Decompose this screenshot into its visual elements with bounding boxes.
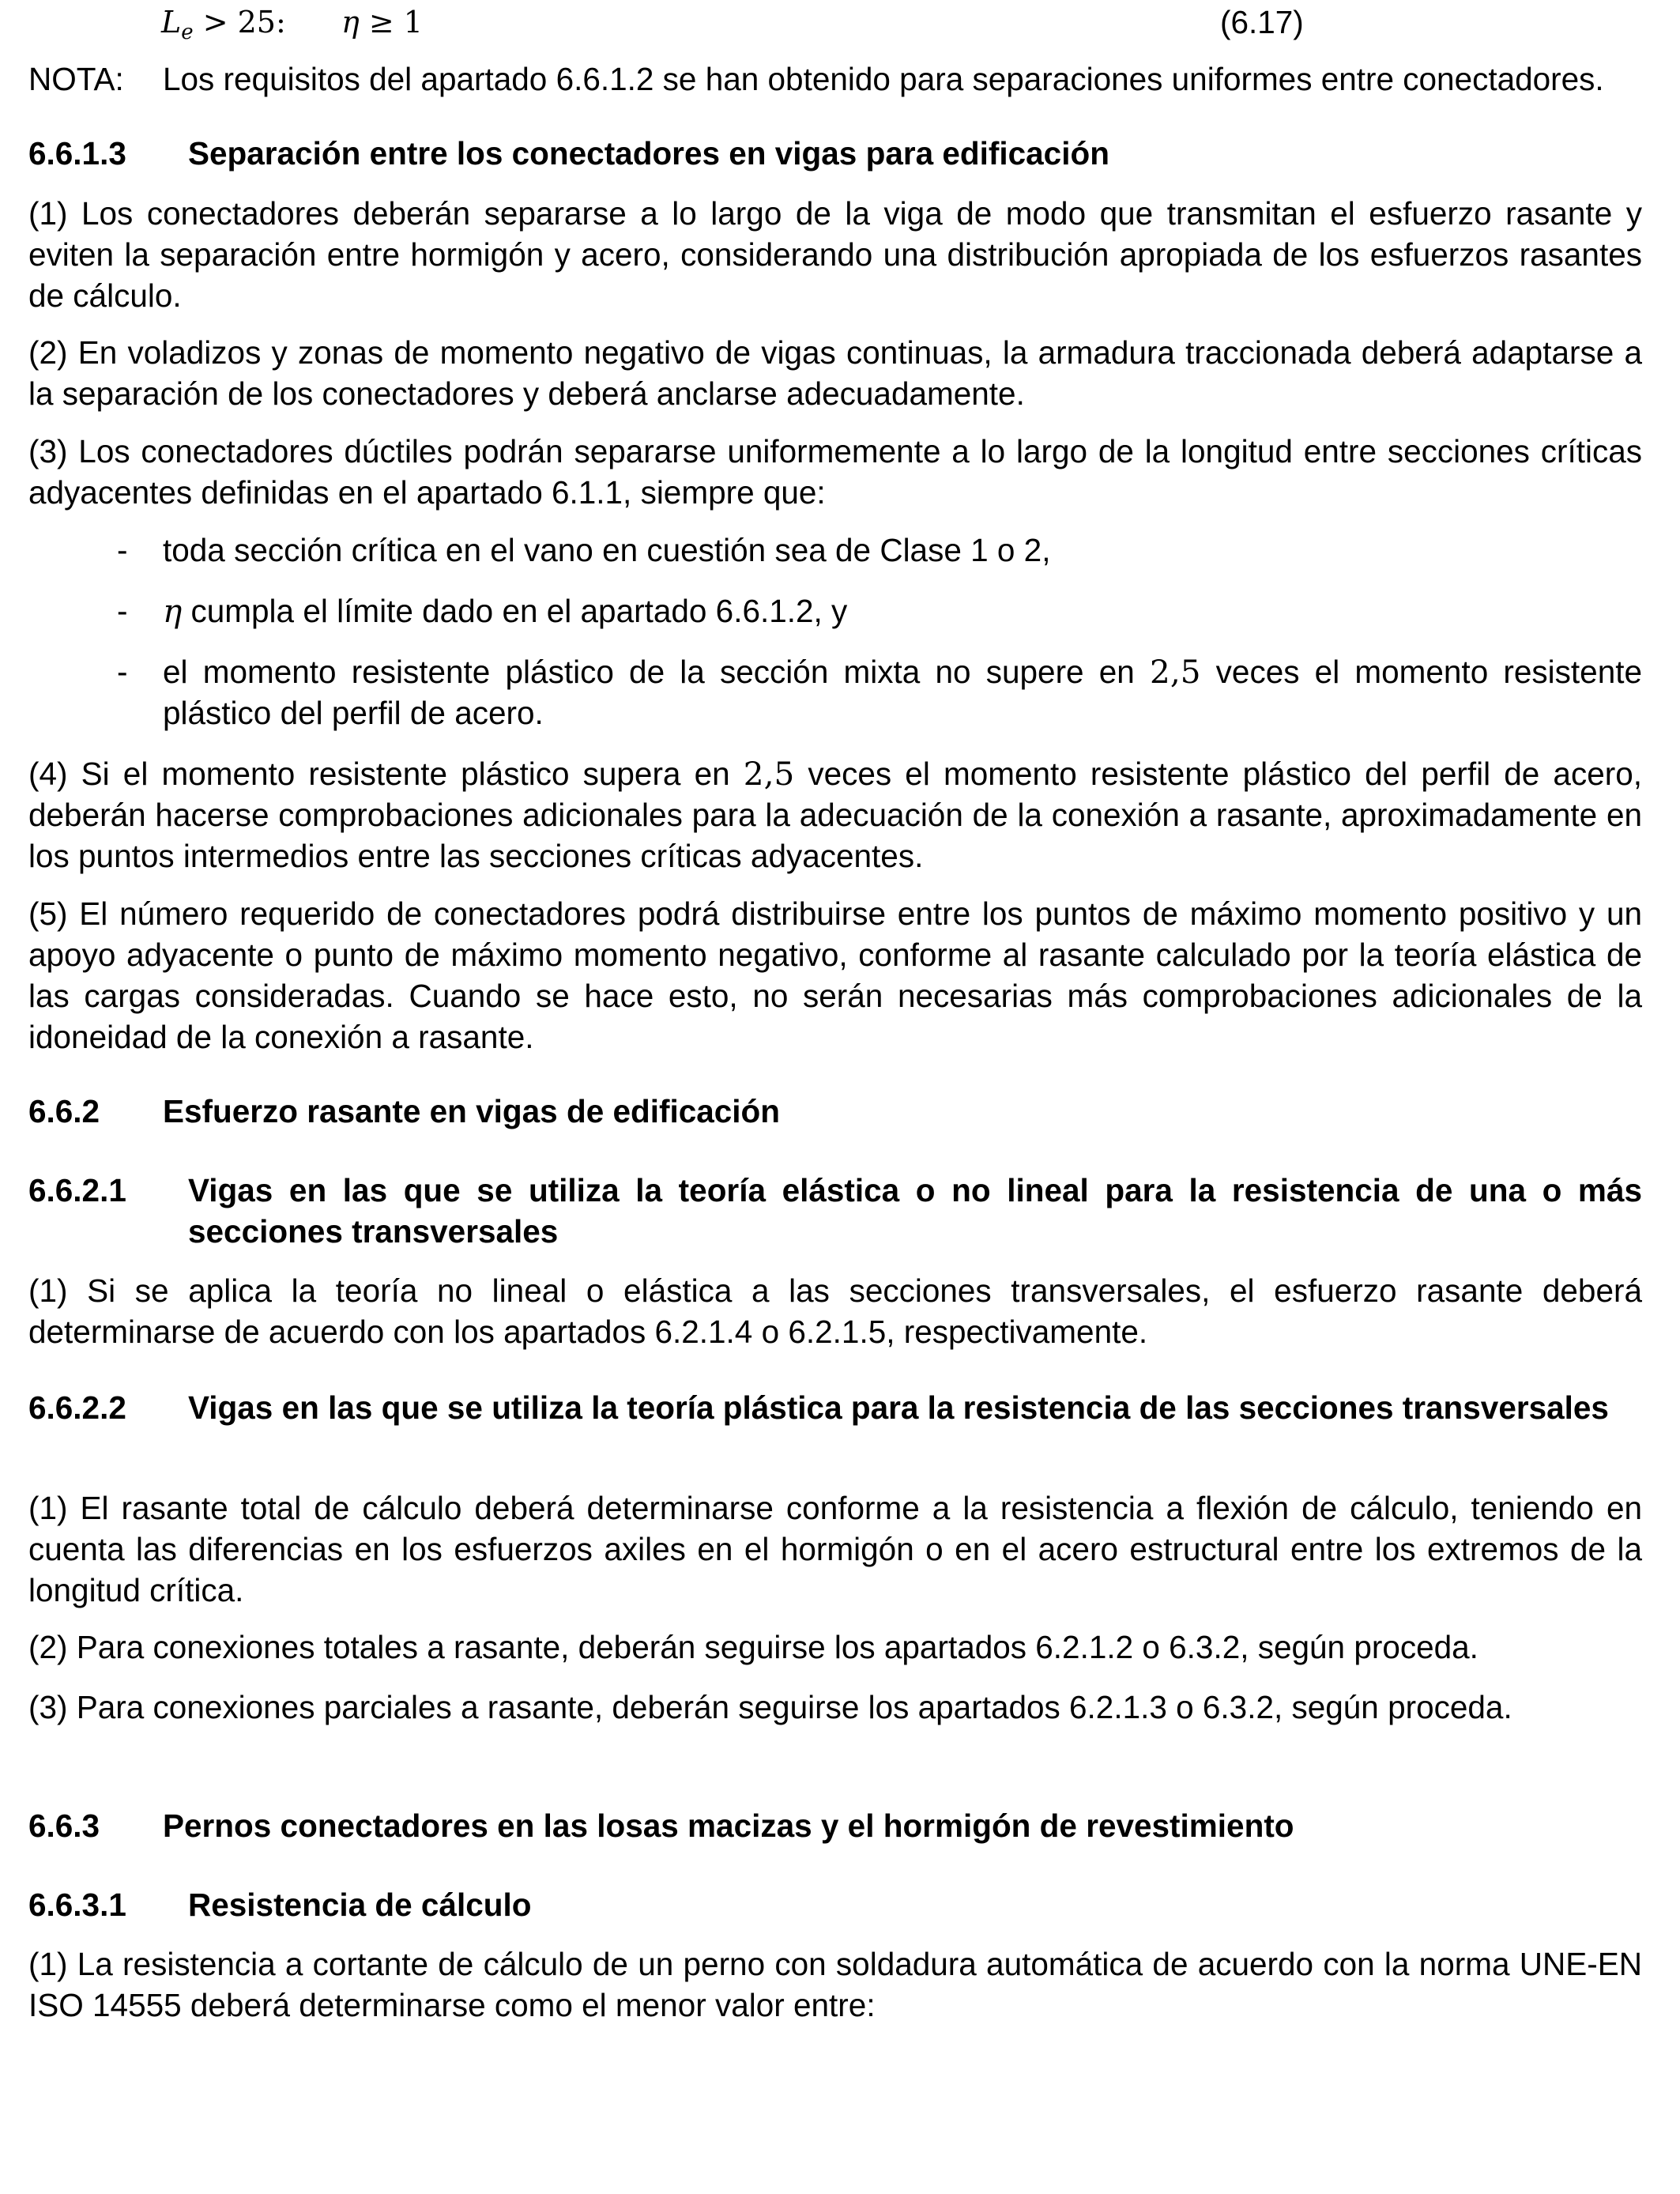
paragraph-6-6-1-3-1: (1) Los conectadores deberán separarse a lo largo de la viga de modo que transmitan el esfuerzo rasante y eviten la separación entre hormigón y acero, considerando una distribución apropiada de los esfuerzos rasantes de cálculo. <box>28 195 1642 314</box>
paragraph-number: 2,5 <box>743 755 795 793</box>
heading-number: 6.6.2.2 <box>28 1389 126 1426</box>
bullet-dash: - <box>117 654 128 690</box>
bullet-text-part: el momento resistente plástico de la sección mixta no supere en <box>163 654 1151 690</box>
note-label: NOTA: <box>28 61 124 97</box>
heading-number: 6.6.1.3 <box>28 135 126 172</box>
equation-condition-eta <box>341 2 423 43</box>
note-text: Los requisitos del apartado 6.6.1.2 se han obtenido para separaciones uniformes entre conectadores. <box>163 61 1604 97</box>
equation-eta-rest: ≥ 1 <box>359 5 423 40</box>
paragraph-6-6-1-3-4 <box>28 753 1642 876</box>
paragraph-6-6-1-3-3: (3) Los conectadores dúctiles podrán separarse uniformemente a lo largo de la longitud entre secciones críticas adyacentes definidas en el apartado 6.1.1, siempre que: <box>28 433 1642 511</box>
equation-6-17 <box>28 2 1642 43</box>
heading-title: Esfuerzo rasante en vigas de edificación <box>163 1093 781 1129</box>
equation-number: (6.17) <box>1220 4 1304 40</box>
bullet-text <box>163 590 1642 631</box>
heading-title: Pernos conectadores en las losas macizas y el hormigón de revestimiento <box>163 1808 1294 1844</box>
heading-title: Resistencia de cálculo <box>188 1887 532 1923</box>
bullet-text-rest: cumpla el límite dado en el apartado 6.6.1.2, y <box>182 593 848 629</box>
paragraph-6-6-3-1-1: (1) La resistencia a cortante de cálculo de un perno con soldadura automática de acuerdo con la norma UNE-EN ISO 14555 deberá determinarse como el menor valor entre: <box>28 1946 1642 2023</box>
paragraph-6-6-1-3-5: (5) El número requerido de conectadores podrá distribuirse entre los puntos de máximo momento positivo y un apoyo adyacente o punto de máximo momento negativo, conforme al rasante calculado por la teoría elástica de las cargas consideradas. Cuando se hace esto, no serán necesarias más comprobaciones adicionales de la idoneidad de la conexión a rasante. <box>28 895 1642 1055</box>
paragraph-6-6-2-2-3: (3) Para conexiones parciales a rasante, deberán seguirse los apartados 6.2.1.3 o 6.3.2, según proceda. <box>28 1689 1512 1725</box>
heading-number: 6.6.2 <box>28 1093 100 1129</box>
paragraph-text-part: (4) Si el momento resistente plástico supera en <box>28 756 744 792</box>
paragraph-text-part: veces el momento resistente plástico del perfil de acero, deberán hacerse comprobaciones adicionales para la adecuación de la conexión a rasante, aproximadamente en los puntos intermedios entre las secciones críticas adyacentes. <box>28 756 1642 874</box>
paragraph-6-6-2-2-2: (2) Para conexiones totales a rasante, deberán seguirse los apartados 6.2.1.2 o 6.3.2, según proceda. <box>28 1629 1478 1665</box>
paragraph-6-6-2-2-1: (1) El rasante total de cálculo deberá determinarse conforme a la resistencia a flexión de cálculo, teniendo en cuenta las diferencias en los esfuerzos axiles en el hormigón o en el acero estructural entre los extremos de la longitud crítica. <box>28 1490 1642 1608</box>
bullet-text: toda sección crítica en el vano en cuestión sea de Clase 1 o 2, <box>163 532 1051 568</box>
equation-condition-length <box>161 2 286 53</box>
heading-title: Separación entre los conectadores en vigas para edificación <box>188 135 1109 172</box>
bullet-text-part: veces el momento resistente plástico del perfil de acero. <box>163 654 1642 731</box>
bullet-text <box>163 651 1642 733</box>
equation-lhs-rest: > 25: <box>193 5 286 40</box>
heading-number: 6.6.3.1 <box>28 1887 126 1923</box>
equation-eta-symbol: η <box>341 5 360 40</box>
eta-symbol: η <box>163 592 183 630</box>
heading-number: 6.6.2.1 <box>28 1172 126 1208</box>
paragraph-6-6-1-3-2: (2) En voladizos y zonas de momento negativo de vigas continuas, la armadura traccionada deberá adaptarse a la separación de los conectadores y deberá anclarse adecuadamente. <box>28 334 1642 412</box>
heading-title: Vigas en las que se utiliza la teoría plástica para la resistencia de las secciones transversales <box>188 1389 1609 1426</box>
bullet-number: 2,5 <box>1150 653 1201 691</box>
equation-var-l: L <box>161 5 182 40</box>
paragraph-6-6-2-1-1: (1) Si se aplica la teoría no lineal o elástica a las secciones transversales, el esfuerzo rasante deberá determinarse de acuerdo con los apartados 6.2.1.4 o 6.2.1.5, respectivamente. <box>28 1272 1642 1350</box>
heading-title: Vigas en las que se utiliza la teoría elástica o no lineal para la resistencia de una o más secciones transversales <box>188 1172 1642 1250</box>
equation-sub-e: e <box>181 21 194 44</box>
heading-number: 6.6.3 <box>28 1808 100 1844</box>
bullet-dash: - <box>117 593 128 629</box>
bullet-dash: - <box>117 532 128 568</box>
